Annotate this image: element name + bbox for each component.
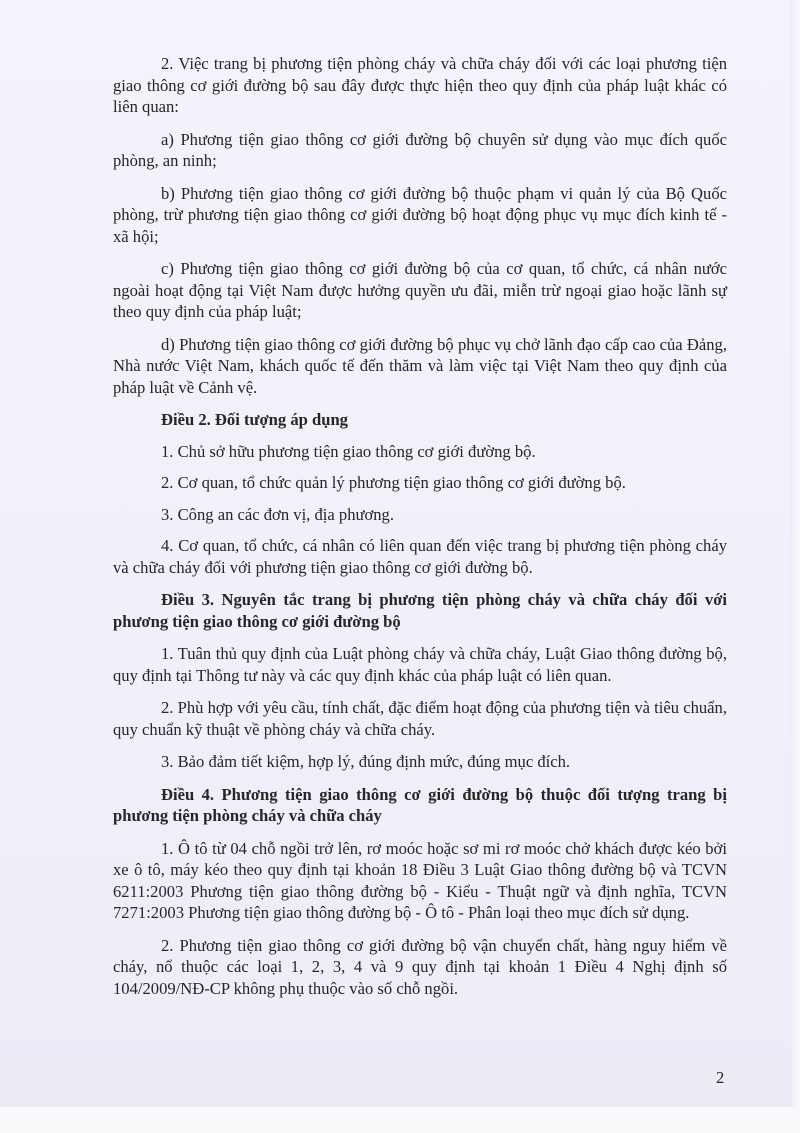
article-4-item-2: 2. Phương tiện giao thông cơ giới đường bộ vận chuyển chất, hàng nguy hiểm về cháy, nổ thuộc các loại 1, 2, 3, 4 và 9 quy định tại khoản 1 Điều 4 Nghị định số 104/2009/NĐ-CP không phụ thuộc vào số chỗ ngồi. (113, 935, 727, 998)
article-3-item-1: 1. Tuân thủ quy định của Luật phòng cháy và chữa cháy, Luật Giao thông đường bộ, quy định tại Thông tư này và các quy định khác của pháp luật có liên quan. (113, 644, 727, 685)
clause-2-intro: 2. Việc trang bị phương tiện phòng cháy và chữa cháy đối với các loại phương tiện giao thông cơ giới đường bộ sau đây được thực hiện theo quy định của pháp luật khác có liên quan: (113, 54, 727, 116)
article-3-heading: Điều 3. Nguyên tắc trang bị phương tiện phòng cháy và chữa cháy đối với phương tiện giao thông cơ giới đường bộ (113, 590, 727, 631)
page-bottom-margin (0, 1107, 800, 1133)
article-2-heading: Điều 2. Đối tượng áp dụng (161, 410, 348, 429)
article-2-item-4: 4. Cơ quan, tổ chức, cá nhân có liên quan đến việc trang bị phương tiện phòng cháy và chữa cháy đối với phương tiện giao thông cơ giới đường bộ. (113, 536, 727, 577)
article-4-heading: Điều 4. Phương tiện giao thông cơ giới đường bộ thuộc đối tượng trang bị phương tiện phòng cháy và chữa cháy (113, 784, 727, 825)
article-3-item-2: 2. Phù hợp với yêu cầu, tính chất, đặc điểm hoạt động của phương tiện và tiêu chuẩn, quy chuẩn kỹ thuật về phòng cháy và chữa cháy. (113, 698, 727, 739)
clause-2b: b) Phương tiện giao thông cơ giới đường bộ thuộc phạm vi quản lý của Bộ Quốc phòng, trừ phương tiện giao thông cơ giới đường bộ hoạt động phục vụ mục đích kinh tế - xã hội; (113, 183, 727, 246)
article-2-item-3: 3. Công an các đơn vị, địa phương. (161, 504, 395, 524)
article-3-item-3: 3. Bảo đảm tiết kiệm, hợp lý, đúng định mức, đúng mục đích. (161, 752, 571, 771)
clause-2d: d) Phương tiện giao thông cơ giới đường bộ phục vụ chở lãnh đạo cấp cao của Đảng, Nhà nước Việt Nam, khách quốc tế đến thăm và làm việc tại Việt Nam theo quy định của pháp luật về Cảnh vệ. (113, 334, 727, 397)
article-2-item-1: 1. Chủ sở hữu phương tiện giao thông cơ giới đường bộ. (161, 441, 536, 461)
clause-2a: a) Phương tiện giao thông cơ giới đường bộ chuyên sử dụng vào mục đích quốc phòng, an ninh; (113, 129, 727, 170)
page-edge-shadow (790, 0, 800, 1133)
clause-2c: c) Phương tiện giao thông cơ giới đường bộ của cơ quan, tổ chức, cá nhân nước ngoài hoạt động tại Việt Nam được hưởng quyền ưu đãi, miễn trừ ngoại giao hoặc lãnh sự theo quy định của pháp luật; (113, 259, 727, 321)
document-body (113, 53, 727, 1010)
article-2-item-2: 2. Cơ quan, tổ chức quản lý phương tiện giao thông cơ giới đường bộ. (161, 473, 626, 492)
page-number: 2 (716, 1068, 725, 1087)
article-4-item-1: 1. Ô tô từ 04 chỗ ngồi trở lên, rơ moóc hoặc sơ mi rơ moóc chở khách được kéo bởi xe ô tô, máy kéo theo quy định tại khoản 18 Điều 3 Luật Giao thông đường bộ và TCVN 6211:2003 Phương tiện giao thông đường bộ - Kiểu - Thuật ngữ và định nghĩa, TCVN 7271:2003 Phương tiện giao thông đường bộ - Ô tô - Phân loại theo mục đích sử dụng. (113, 838, 727, 922)
